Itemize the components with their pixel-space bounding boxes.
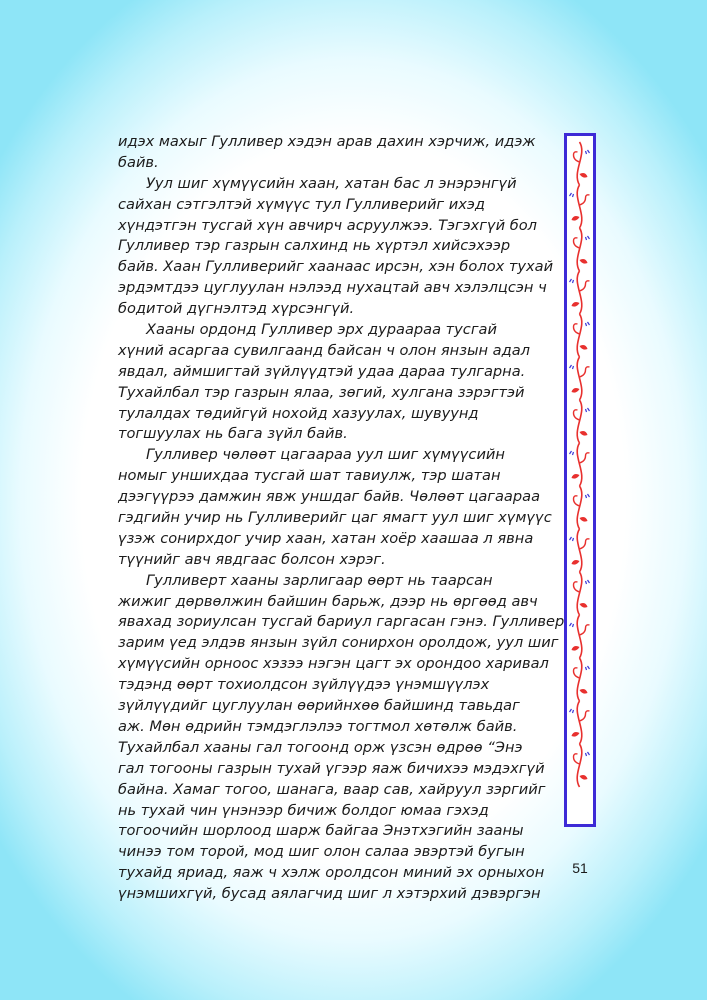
vine-curl	[574, 152, 580, 162]
vine-leaf	[572, 388, 580, 393]
text-line: сайхан сэтгэлтэй хүмүүс тул Гулливерийг ихэд	[118, 195, 485, 213]
vine-leaf	[580, 173, 588, 178]
vine-curl	[574, 238, 580, 248]
text-line: аж. Мөн өдрийн тэмдэглэлээ тогтмол хөтөлж байв.	[118, 717, 518, 735]
text-line: үзэж сонирхдог учир хаан, хатан хоёр хаашаа л явна	[118, 529, 534, 547]
vine-curl	[580, 195, 590, 205]
text-line: тогшуулах нь бага зүйл байв.	[118, 425, 348, 443]
vine-curl	[574, 410, 580, 420]
text-line: хүний асаргаа сувилгаанд байсан ч олон янзын адал	[118, 341, 530, 359]
text-line: Хааны ордонд Гулливер эрх дураараа тусгай	[146, 321, 497, 339]
text-line: номыг уншихдаа тусгай шат тавиулж, тэр шатан	[118, 467, 501, 485]
text-line: тулалдах төдийгүй нохойд хазуулах, шувуунд	[118, 404, 479, 422]
vine-stem	[577, 443, 582, 486]
text-line: тухайд яриад, яаж ч хэлж оролдсон миний эх орныхон	[118, 864, 545, 882]
text-line: эрдэмтдээ цуглуулан нэлээд нухацтай авч хэлэлцсэн ч	[118, 279, 547, 297]
vine-leaf	[572, 302, 580, 307]
accent-tick	[586, 494, 590, 498]
vine-stem	[577, 314, 582, 357]
text-line: бодитой дүгнэлтэд хүрсэнгүй.	[118, 300, 355, 318]
text-line: зүйлүүдийг цуглуулан өөрийнхөө байшинд тавьдаг	[118, 697, 520, 715]
vine-curl	[574, 496, 580, 506]
vine-curl	[580, 711, 590, 721]
text-line: дээгүүрээ дамжин явж уншдаг байв. Чөлөөт цагаараа	[118, 488, 541, 506]
accent-tick	[586, 408, 590, 412]
accent-tick	[570, 365, 574, 369]
text-line: Гулливер тэр газрын салхинд нь хүртэл хийсэхээр	[118, 237, 511, 255]
text-line: байв.	[118, 153, 159, 171]
accent-tick	[586, 666, 590, 670]
vine-leaf	[572, 216, 580, 221]
vine-curl	[574, 582, 580, 592]
accent-tick	[570, 623, 574, 627]
text-line: жижиг дөрвөлжин байшин барьж, дээр нь өргөөд авч	[118, 592, 538, 610]
accent-tick	[570, 537, 574, 541]
vine-stem	[577, 658, 582, 701]
vine-stem	[577, 142, 582, 185]
accent-tick	[570, 279, 574, 283]
vine-leaf	[580, 603, 588, 608]
vine-leaf	[572, 732, 580, 737]
vine-leaf	[580, 345, 588, 350]
vine-stem	[577, 529, 582, 572]
text-line: явдал, аймшигтай зүйлүүдтэй удаа дараа тулгарна.	[118, 362, 526, 380]
vine-curl	[580, 539, 590, 549]
vine-stem	[577, 357, 582, 400]
text-line: гэдгийн учир нь Гулливерийг цаг ямагт уул шиг хүмүүс	[118, 509, 552, 527]
text-line: чинээ том торой, мод шиг олон салаа эвэртэй бугын	[118, 843, 525, 861]
text-line: байна. Хамаг тогоо, шанага, ваар сав, хайруул зэргийг	[118, 780, 546, 798]
accent-tick	[586, 150, 590, 154]
text-line: Гулливерт хааны зарлигаар өөрт нь таарсан	[146, 571, 493, 589]
vine-stem	[577, 744, 582, 787]
text-line: үнэмшихгүй, бусад аялагчид шиг л хэтэрхий дэвэргэн	[118, 885, 541, 903]
text-line: Уул шиг хүмүүсийн хаан, хатан бас л энэрэнгүй	[146, 174, 517, 192]
vine-leaf	[572, 560, 580, 565]
text-line: байв. Хаан Гулливерийг хаанаас ирсэн, хэн болох тухай	[118, 258, 554, 276]
vine-ornament	[567, 136, 592, 823]
accent-tick	[586, 580, 590, 584]
vine-leaf	[580, 431, 588, 436]
text-line: Тухайлбал хааны гал тогоонд орж үзсэн өдрөө “Энэ	[118, 738, 523, 756]
vine-stem	[577, 228, 582, 271]
vine-leaf	[580, 775, 588, 780]
text-line: тэдэнд өөрт тохиолдсон зүйлүүдээ үнэмшүүлэх	[118, 676, 490, 694]
accent-tick	[570, 709, 574, 713]
accent-tick	[570, 193, 574, 197]
vine-stem	[577, 400, 582, 443]
vine-leaf	[580, 259, 588, 264]
vine-curl	[580, 453, 590, 463]
vine-curl	[574, 754, 580, 764]
vine-curl	[580, 367, 590, 377]
page-number: 51	[572, 860, 588, 876]
vine-stem	[577, 185, 582, 228]
text-line: явахад зориулсан тусгай бариул гаргасан гэнэ. Гулливер	[118, 613, 565, 631]
vine-stem	[577, 271, 582, 314]
text-line: идэх махыг Гулливер хэдэн арав дахин хэрчиж, идэж	[118, 133, 536, 150]
text-line: түүнийг авч явдгаас болсон хэрэг.	[118, 550, 386, 568]
vine-stem	[577, 572, 582, 615]
ornamental-border-panel	[564, 133, 596, 827]
text-line: нь тухай чин үнэнээр бичиж болдог юмаа гэхэд	[118, 801, 489, 819]
vine-leaf	[572, 474, 580, 479]
vine-curl	[580, 281, 590, 291]
accent-tick	[586, 322, 590, 326]
text-line: зарим үед элдэв янзын зүйл сонирхон оролдож, уул шиг	[118, 634, 559, 652]
vine-leaf	[572, 646, 580, 651]
body-text	[118, 132, 565, 905]
accent-tick	[586, 236, 590, 240]
text-line: хүмүүсийн орноос хэзээ нэгэн цагт эх орондоо харивал	[118, 655, 549, 673]
text-line: Гулливер чөлөөт цагаараа уул шиг хүмүүсийн	[146, 446, 505, 464]
vine-leaf	[580, 517, 588, 522]
vine-curl	[574, 324, 580, 334]
vine-leaf	[580, 689, 588, 694]
text-line: гал тогооны газрын тухай үгээр яаж бичихээ мэдэхгүй	[118, 759, 545, 777]
vine-stem	[577, 615, 582, 658]
accent-tick	[586, 752, 590, 756]
text-line: хүндэтгэн тусгай хүн авчирч асруулжээ. Тэгэхгүй бол	[118, 216, 537, 234]
text-line: Тухайлбал тэр газрын ялаа, зөгий, хулгана зэрэгтэй	[118, 383, 525, 401]
vine-curl	[574, 668, 580, 678]
vine-curl	[580, 625, 590, 635]
accent-tick	[570, 451, 574, 455]
text-line: тогоочийн шорлоод шарж байгаа Энэтхэгийн зааны	[118, 822, 524, 840]
vine-stem	[577, 486, 582, 529]
vine-stem	[577, 701, 582, 744]
